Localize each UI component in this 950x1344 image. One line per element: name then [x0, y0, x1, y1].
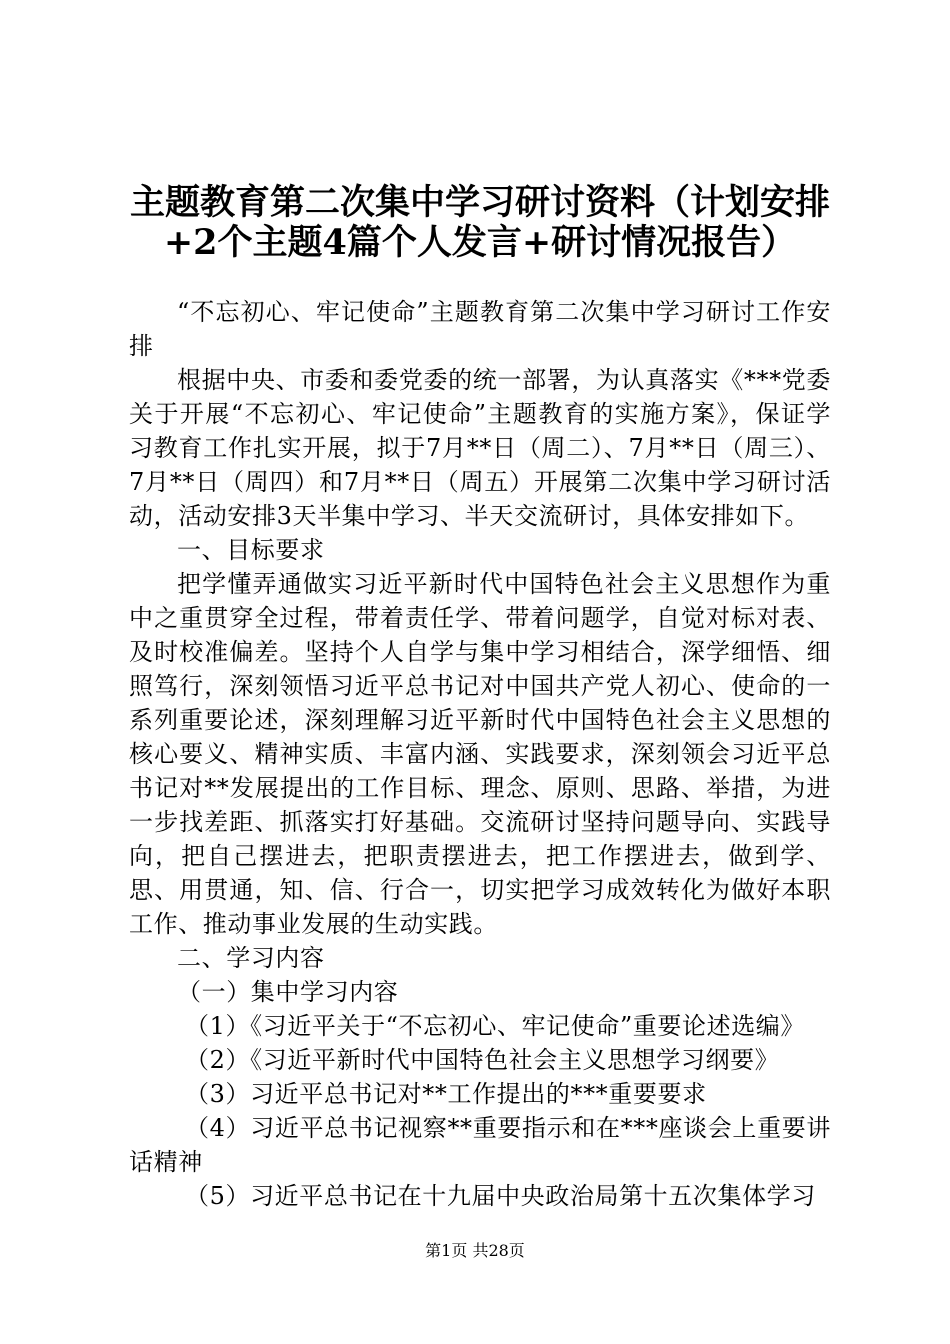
subsection-heading-centralized: （一）集中学习内容 — [177, 978, 399, 1006]
section-heading-content: 二、学习内容 — [177, 944, 325, 972]
paragraph-intro: 根据中央、市委和委党委的统一部署，为认真落实《***党委关于开展“不忘初心、牢记使命”主题教育的实施方案》，保证学习教育工作扎实开展，拟于7月**日（周二）、7月**日（周三）、7月**日（周四）和7月**日（周五）开展第二次集中学习研讨活动，活动安排3天半集中学习、半天交流研讨，具体安排如下。 — [129, 366, 831, 530]
list-item-5: （5）习近平总书记在十九届中央政治局第十五次集体学习 — [185, 1182, 816, 1210]
page-number-footer: 第1页 共28页 — [425, 1241, 525, 1260]
document-body — [129, 295, 831, 1213]
list-item-2: （2）《习近平新时代中国特色社会主义思想学习纲要》 — [185, 1046, 780, 1074]
document-title-line-2: +2个主题4篇个人发言+研讨情况报告） — [163, 222, 797, 263]
list-item-4: （4）习近平总书记视察**重要指示和在***座谈会上重要讲话精神 — [129, 1114, 831, 1176]
paragraph-subtitle: “不忘初心、牢记使命”主题教育第二次集中学习研讨工作安排 — [129, 298, 831, 360]
paragraph-goals: 把学懂弄通做实习近平新时代中国特色社会主义思想作为重中之重贯穿全过程，带着责任学、带着问题学，自觉对标对表、及时校准偏差。坚持个人自学与集中学习相结合，深学细悟、细照笃行，深刻领悟习近平总书记对中国共产党人初心、使命的一系列重要论述，深刻理解习近平新时代中国特色社会主义思想的核心要义、精神实质、丰富内涵、实践要求，深刻领会习近平总书记对**发展提出的工作目标、理念、原则、思路、举措，为进一步找差距、抓落实打好基础。交流研讨坚持问题导向、实践导向，把自己摆进去，把职责摆进去，把工作摆进去，做到学、思、用贯通，知、信、行合一，切实把学习成效转化为做好本职工作、推动事业发展的生动实践。 — [129, 570, 831, 938]
list-item-1: （1）《习近平关于“不忘初心、牢记使命”重要论述选编》 — [185, 1012, 806, 1040]
list-item-3: （3）习近平总书记对**工作提出的***重要要求 — [185, 1080, 707, 1108]
document-title-line-1: 主题教育第二次集中学习研讨资料（计划安排 — [129, 182, 830, 223]
section-heading-goals: 一、目标要求 — [177, 536, 325, 564]
